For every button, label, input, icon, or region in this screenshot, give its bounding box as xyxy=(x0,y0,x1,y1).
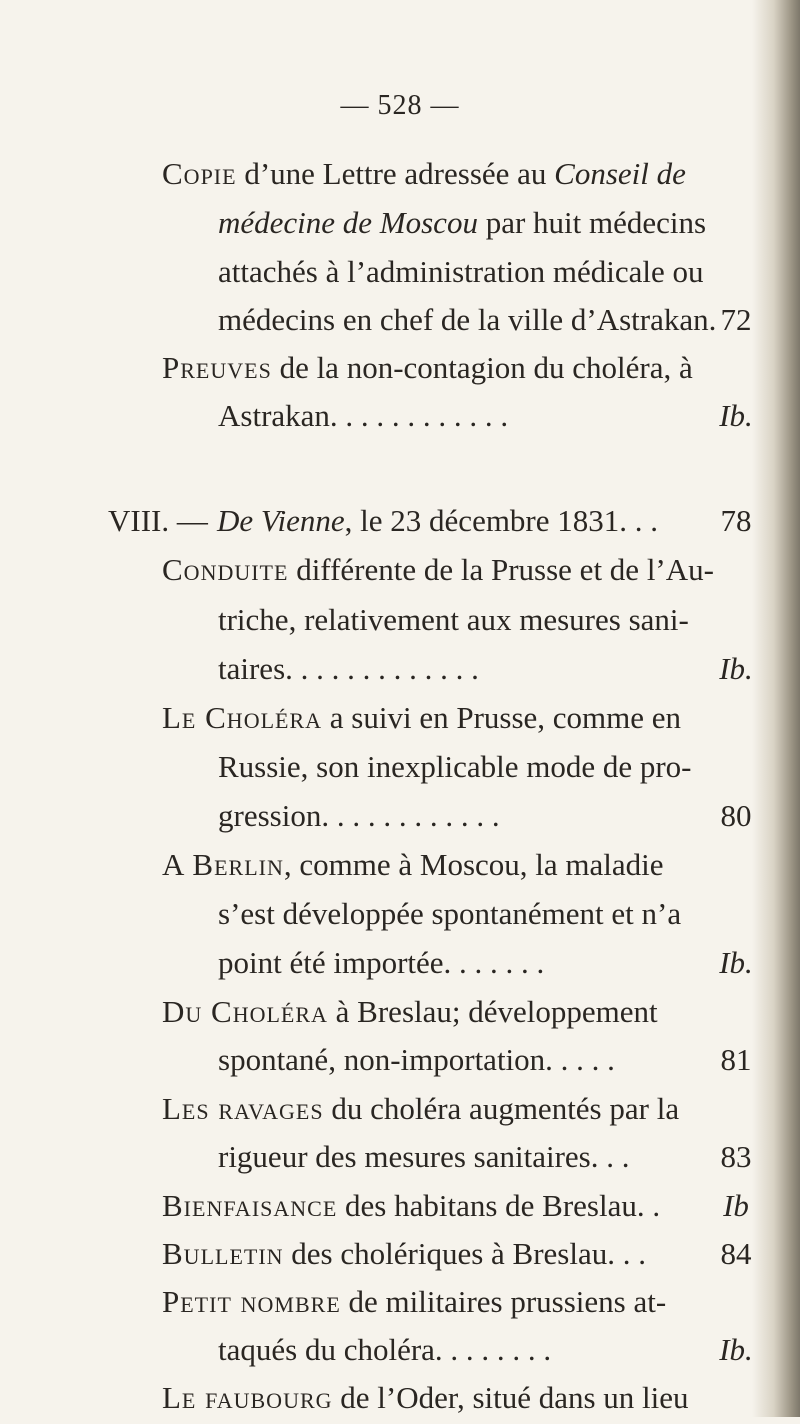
page-ref: Ib. xyxy=(719,1332,753,1367)
toc-entry-preuves-line2: Astrakan. . . . . . . . . . . . Ib. xyxy=(0,390,800,442)
page-number: — 528 — xyxy=(340,90,460,121)
page-ref: Ib. xyxy=(719,945,753,980)
toc-entry-copie: Copie d’une Lettre adressée au Conseil de xyxy=(162,156,686,191)
toc-entry-copie-line4: médecins en chef de la ville d’Astrakan. 72 xyxy=(0,294,800,346)
toc-entry-line: Russie, son inexplicable mode de pro- xyxy=(218,749,692,784)
page-ref: 78 xyxy=(720,503,752,538)
toc-entry-line: spontané, non-importation. . . . . 81 xyxy=(0,1034,800,1086)
toc-entry-line: point été importée. . . . . . . Ib. xyxy=(0,937,800,989)
toc-entry: A Berlin, comme à Moscou, la maladie xyxy=(162,847,664,882)
toc-entry: Du Choléra à Breslau; développement xyxy=(162,994,658,1029)
toc-entry-copie-line2: médecine de Moscou par huit médecins xyxy=(218,205,707,240)
section-heading: VIII. — De Vienne, le 23 décembre 1831. . . 78 xyxy=(0,495,800,547)
toc-entry-line: taires. . . . . . . . . . . . . Ib. xyxy=(0,643,800,695)
page-ref: 72 xyxy=(720,302,752,337)
page-ref: 80 xyxy=(720,798,752,833)
page-ref: Ib. xyxy=(719,651,753,686)
toc-entry: Bulletin des cholériques à Breslau. . . 84 xyxy=(0,1228,800,1280)
toc-entry: Bienfaisance des habitans de Breslau. . Ib xyxy=(0,1180,800,1232)
toc-entry: Les ravages du choléra augmentés par la xyxy=(162,1091,680,1126)
toc-entry-line: triche, relativement aux mesures sani- xyxy=(218,602,689,637)
page-ref: Ib. xyxy=(719,398,753,433)
toc-entry-copie-line3: attachés à l’administration médicale ou xyxy=(218,254,704,289)
toc-entry: Petit nombre de militaires prussiens at- xyxy=(162,1284,667,1319)
page-ref: Ib xyxy=(723,1188,749,1223)
toc-entry-line: s’est développée spontanément et n’a xyxy=(218,896,682,931)
toc-entry-preuves: Preuves de la non-contagion du choléra, à xyxy=(162,350,693,385)
entry-lead: Copie xyxy=(162,156,237,191)
page-ref: 83 xyxy=(720,1139,752,1174)
toc-entry-line: rigueur des mesures sanitaires. . . 83 xyxy=(0,1131,800,1183)
toc-entry-line: taqués du choléra. . . . . . . . Ib. xyxy=(0,1324,800,1376)
section-title: De Vienne xyxy=(217,503,345,538)
section-numeral: VIII. — xyxy=(108,503,208,538)
toc-entry: Conduite différente de la Prusse et de l’Au- xyxy=(162,552,714,587)
page-ref: 84 xyxy=(720,1236,752,1271)
page-ref: 81 xyxy=(720,1042,752,1077)
toc-entry: Le faubourg de l’Oder, situé dans un lieu xyxy=(162,1380,689,1415)
toc-entry: Le Choléra a suivi en Prusse, comme en xyxy=(162,700,682,735)
toc-entry-line: gression. . . . . . . . . . . . 80 xyxy=(0,790,800,842)
